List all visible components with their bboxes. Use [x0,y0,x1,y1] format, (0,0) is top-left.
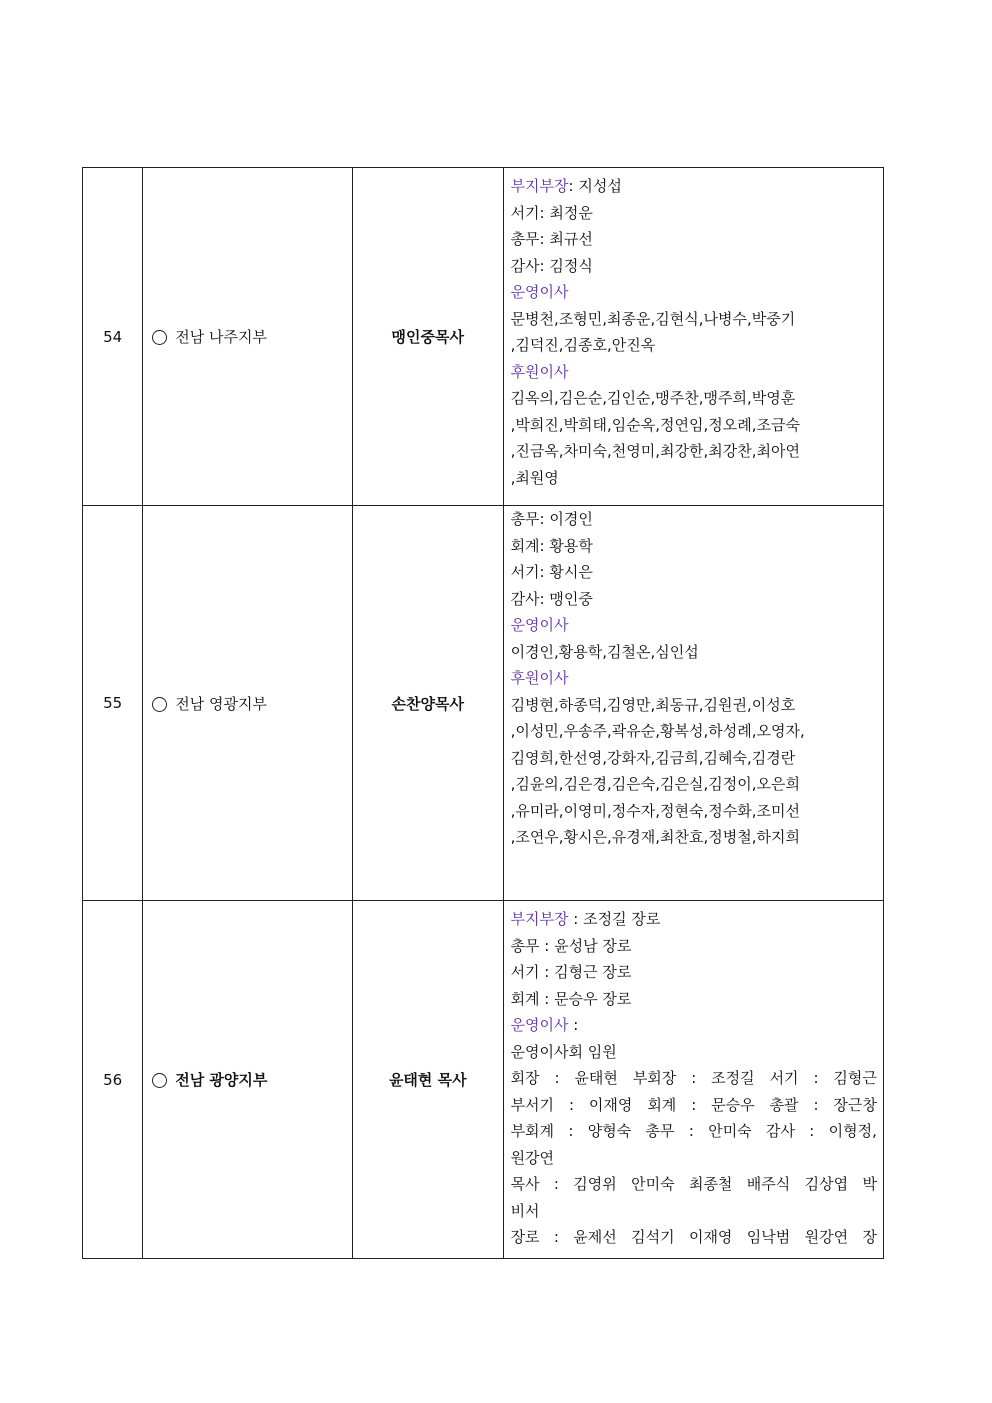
board-officers-token: 부회장 [632,1069,677,1087]
branch-name: 전남 영광지부 [175,694,267,713]
board-officers-line [511,1171,877,1198]
board-officers-title: 운영이사회 임원 [510,1042,617,1061]
accountant-line: 회계: 황용학 [510,536,593,555]
vice-head-label: 부지부장 [510,177,569,195]
board-officers-token: 장근창 [833,1095,877,1114]
row-number: 56 [83,901,143,1259]
board-officers-token: : [813,1095,819,1114]
board-officers-token: 부회계 [510,1122,555,1140]
sponsor-directors-line: ,진금옥,차미숙,천영미,최강한,최강찬,최아연 [510,442,800,460]
sponsor-directors-line: ,박희진,박희태,임순옥,정연임,정오례,조금숙 [510,415,800,434]
circle-icon [152,330,167,345]
board-officers-token: 장 [862,1228,877,1246]
branch-name: 전남 나주지부 [175,328,267,346]
row-number: 54 [83,168,143,506]
board-officers-token: 안미숙 [708,1122,752,1140]
circle-icon [152,697,167,712]
vice-head-line [511,906,877,933]
general-affairs-line: 총무 : 윤성남 장로 [510,936,632,955]
board-officers-token: 원강연 [804,1228,849,1246]
board-officers-token: : [553,1175,559,1193]
branch-roster-table [82,167,884,1259]
table-row [83,168,884,506]
branch-cell [143,168,353,506]
sponsor-directors-line: ,이성민,우송주,곽유순,황복성,하성례,오영자, [510,722,805,740]
operating-directors-suffix: : [568,1016,579,1034]
vice-head-label: 부지부장 [510,910,569,928]
operating-directors-line: 이경인,황용학,김철온,심인섭 [510,642,699,661]
vice-head-value: : 지성섭 [568,177,622,195]
board-officers-token: 이형정, [828,1122,877,1140]
board-officers-line [511,1224,877,1251]
board-officers-token: 총무 [645,1122,675,1140]
board-officers-token: 이재영 [588,1095,633,1114]
board-officers-line [511,1065,877,1092]
board-officers-token: 윤태현 [574,1069,618,1087]
board-officers-list [511,1065,877,1251]
board-officers-token: : [568,1095,575,1114]
sponsor-directors-label: 후원이사 [510,669,569,687]
board-officers-token: : [688,1122,694,1140]
operating-directors-label: 운영이사 [510,283,569,301]
board-officers-token: 문승우 [711,1095,755,1114]
board-officers-token: 김영위 [573,1175,617,1193]
sponsor-directors-line: ,김윤의,김은경,김은숙,김은실,김정이,오은희 [510,775,800,793]
board-officers-token: : [568,1122,574,1140]
sponsor-directors-line: ,조연우,황시은,유경재,최찬효,정병철,하지희 [510,828,800,846]
operating-directors-line [511,1012,877,1039]
board-officers-token: 감사 [766,1122,795,1140]
auditor-line: 감사: 김정식 [510,256,593,275]
board-officers-token: 부서기 [510,1095,555,1114]
branch-cell [143,901,353,1259]
operating-directors-label: 운영이사 [510,616,569,634]
board-officers-token: 김상엽 [804,1175,849,1193]
vice-head-line [511,173,877,200]
sponsor-directors-line: 김병현,하종덕,김영만,최동규,김원권,이성호 [510,695,796,714]
board-officers-token: 양형숙 [587,1122,632,1140]
board-officers-token: 안미숙 [631,1175,675,1193]
board-officers-line [511,1118,877,1145]
board-officers-token: 회장 [510,1069,540,1087]
sponsor-directors-label: 후원이사 [510,362,569,381]
circle-icon [152,1073,167,1088]
board-officers-line [511,1198,877,1225]
board-officers-token: 배주식 [746,1175,791,1193]
board-officers-token: : [813,1069,819,1087]
operating-directors-line: 문병천,조형민,최종운,김현식,나병수,박중기 [510,309,796,328]
board-officers-token: 김형근 [833,1069,877,1087]
secretary-line: 서기: 황시은 [510,563,593,581]
board-officers-token: 박 [862,1175,877,1193]
table-row [83,901,884,1259]
board-officers-token: 윤제선 [573,1228,617,1246]
members-cell [503,901,883,1259]
board-officers-token: 이재영 [688,1228,733,1246]
board-officers-token: : [691,1095,697,1114]
vice-head-value: : 조정길 장로 [568,910,661,928]
members-cell [503,168,883,506]
accountant-line: 회계 : 문승우 장로 [510,989,632,1008]
pastor-name: 손찬양목사 [353,506,504,901]
operating-directors-label: 운영이사 [510,1016,569,1034]
table-row [83,506,884,901]
general-affairs-line: 총무: 최규선 [510,230,593,248]
sponsor-directors-line: ,유미라,이영미,정수자,정현숙,정수화,조미선 [510,801,800,820]
board-officers-token: 비서 [510,1201,540,1220]
board-officers-token: 장로 [510,1228,540,1246]
board-officers-token: : [691,1069,697,1087]
branch-name: 전남 광양지부 [175,1071,268,1089]
board-officers-token: 총괄 [769,1095,799,1114]
board-officers-token: : [809,1122,815,1140]
board-officers-token: 임낙범 [746,1228,791,1246]
board-officers-token: 조정길 [711,1069,755,1087]
sponsor-directors-line: 김영희,한선영,강화자,김금희,김혜숙,김경란 [510,748,796,767]
board-officers-token: 김석기 [631,1228,675,1246]
pastor-name: 윤태현 목사 [353,901,504,1259]
sponsor-directors-line: 김옥의,김은순,김인순,맹주찬,맹주희,박영훈 [510,389,796,407]
board-officers-line [511,1145,877,1172]
board-officers-token: 원강연 [510,1148,555,1167]
pastor-name: 맹인중목사 [353,168,504,506]
board-officers-token: : [554,1069,560,1087]
board-officers-token: 목사 [510,1175,540,1193]
board-officers-line [511,1092,877,1119]
board-officers-token: : [553,1228,559,1246]
row-number: 55 [83,506,143,901]
general-affairs-line: 총무: 이경인 [510,510,593,528]
secretary-line: 서기: 최정운 [510,203,593,222]
board-officers-token: 회계 [647,1095,677,1114]
operating-directors-line: ,김덕진,김종호,안진옥 [510,336,656,354]
board-officers-token: 서기 [769,1069,799,1087]
auditor-line: 감사: 맹인중 [510,589,593,608]
branch-cell [143,506,353,901]
members-cell [503,506,883,901]
secretary-line: 서기 : 김형근 장로 [510,963,632,981]
sponsor-directors-line: ,최원영 [510,468,559,487]
board-officers-token: 최종철 [688,1175,733,1193]
